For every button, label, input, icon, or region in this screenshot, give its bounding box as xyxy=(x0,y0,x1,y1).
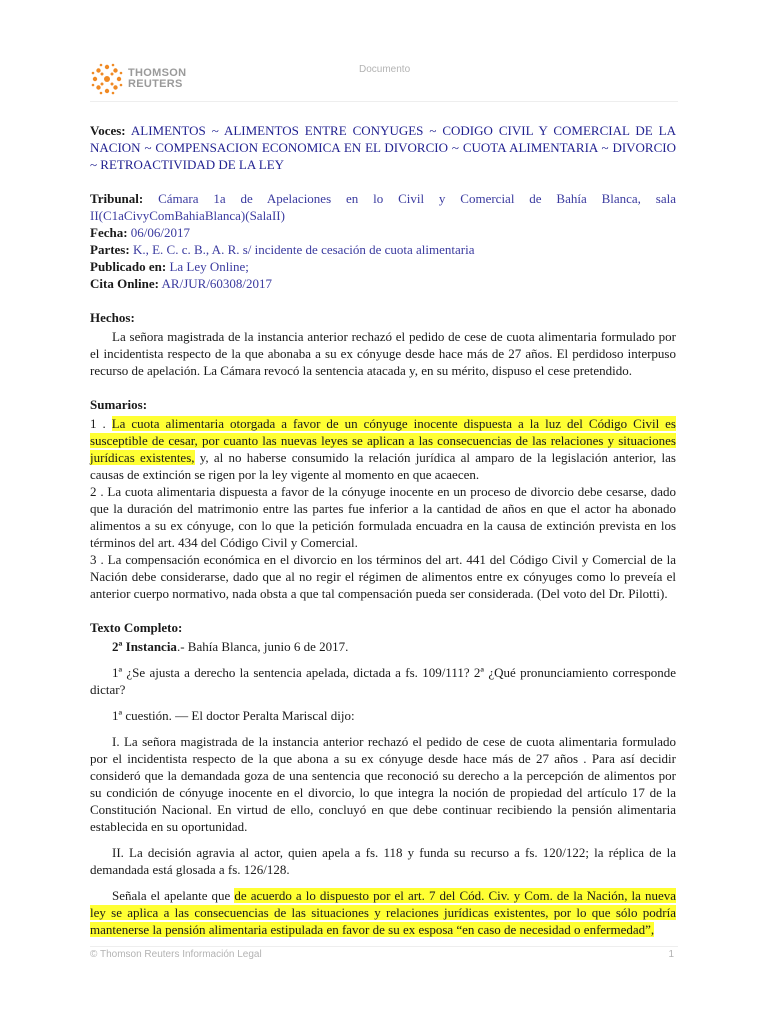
publicado-label: Publicado en: xyxy=(90,259,167,274)
page-header xyxy=(0,0,768,104)
sumario-1-highlight: La cuota alimentaria otorgada a favor de un cónyuge inocente dispuesta a la luz del Código Civil es susceptible de cesar, por cuanto las nuevas leyes se aplican a las consecuencias de las relaciones y situaciones jurídicas existentes, xyxy=(90,416,676,465)
footer-divider xyxy=(90,946,678,947)
logo-line2: REUTERS xyxy=(128,78,183,90)
sumario-1 xyxy=(90,415,676,483)
document-content xyxy=(90,122,676,938)
publicado-line xyxy=(90,258,676,275)
paragraph-i: I. La señora magistrada de la instancia anterior rechazó el pedido de cese de cuota alimentaria formulado por el incidentista respecto de la que abona a su ex cónyuge desde hace más de 27 años . Para así decidir consideró que la demandada goza de una sentencia que reconoció su derecho a la percepción de alimentos por su condición de cónyuge inocente en el divorcio, lo que integra la noción de propiedad del artículo 17 de la Constitución Nacional. En virtud de ello, concluyó en que debe continuar recibiendo la pensión alimentaria establecida en su oportunidad. xyxy=(90,734,676,834)
voces-line xyxy=(90,122,676,173)
cita-line xyxy=(90,275,676,292)
fecha-value: 06/06/2017 xyxy=(130,225,191,240)
apelante-prefix: Señala el apelante que xyxy=(112,888,235,903)
partes-value: K., E. C. c. B., A. R. s/ incidente de cesación de cuota alimentaria xyxy=(132,242,475,257)
publicado-value[interactable]: La Ley Online; xyxy=(169,259,249,274)
logo-text xyxy=(128,68,186,90)
hechos-text: La señora magistrada de la instancia anterior rechazó el pedido de cese de cuota alimentaria formulado por el incidentista respecto de la que abonaba a su ex cónyuge desde hace más de 27 años. El perdidoso interpuso recurso de apelación. La Cámara revocó la sentencia atacada y, en su mérito, dispuso el cese pretendido. xyxy=(90,329,676,378)
questions-paragraph: 1ª ¿Se ajusta a derecho la sentencia apelada, dictada a fs. 109/111? 2ª ¿Qué pronunciamiento corresponde dictar? xyxy=(90,665,676,697)
texto-completo-title: Texto Completo: xyxy=(90,620,183,635)
sumarios-title: Sumarios: xyxy=(90,397,148,412)
sumario-1-rest: y, al no haberse consumido la relación jurídica al amparo de la legislación anterior, las causas de extinción se rigen por la ley vigente al momento en que acaecen. xyxy=(90,450,676,482)
header-divider xyxy=(90,101,678,102)
logo-line1: THOMSON xyxy=(128,67,187,79)
page-number: 1 xyxy=(668,949,674,960)
tribunal-line xyxy=(90,190,676,224)
sumario-1-number: 1 . xyxy=(90,416,112,431)
paragraph-ii: II. La decisión agravia al actor, quien apela a fs. 118 y funda su recurso a fs. 120/122; la réplica de la demandada está glosada a fs. 126/128. xyxy=(90,845,676,877)
tribunal-value[interactable]: Cámara 1a de Apelaciones en lo Civil y Comercial de Bahía Blanca, sala II(C1aCivyComBahiaBlanca)(SalaII) xyxy=(90,191,676,223)
footer-copyright: © Thomson Reuters Información Legal xyxy=(90,949,262,960)
instancia-line xyxy=(90,638,676,655)
cita-label: Cita Online: xyxy=(90,276,159,291)
fecha-label: Fecha: xyxy=(90,225,128,240)
apelante-highlight: de acuerdo a lo dispuesto por el art. 7 del Cód. Civ. y Com. de la Nación, la nueva ley se aplica a las consecuencias de las situaciones y relaciones jurídicas existentes, por lo que sólo podría mantenerse la pensión alimentaria estipulada en favor de su ex esposa “en caso de necesidad o enfermedad”, xyxy=(90,888,677,937)
thomson-reuters-logo xyxy=(90,60,200,100)
instancia-bold: 2ª Instancia xyxy=(112,639,177,654)
paragraph-apelante xyxy=(90,887,676,938)
instancia-rest: .- Bahía Blanca, junio 6 de 2017. xyxy=(176,639,349,654)
header-title: Documento xyxy=(359,64,411,75)
thomson-reuters-logo-icon xyxy=(90,62,124,96)
voces-label: Voces: xyxy=(90,123,126,138)
cuestion-paragraph: 1ª cuestión. — El doctor Peralta Mariscal dijo: xyxy=(112,708,355,723)
fecha-line xyxy=(90,224,676,241)
voces-value[interactable]: ALIMENTOS ~ ALIMENTOS ENTRE CONYUGES ~ CODIGO CIVIL Y COMERCIAL DE LA NACION ~ COMPENSACION ECONOMICA EN EL DIVORCIO ~ CUOTA ALIMENTARIA ~ DIVORCIO ~ RETROACTIVIDAD DE LA LEY xyxy=(90,123,676,172)
tribunal-label: Tribunal: xyxy=(90,191,144,206)
sumario-3: 3 . La compensación económica en el divorcio en los términos del art. 441 del Código Civil y Comercial de la Nación debe considerarse, dado que al no regir el régimen de alimentos entre ex cónyuges como lo preveía el anterior cuerpo normativo, nada obsta a que tal compensación pueda ser considerada. (Del voto del Dr. Pilotti). xyxy=(90,552,676,601)
sumario-2: 2 . La cuota alimentaria dispuesta a favor de la cónyuge inocente en un proceso de divorcio debe cesarse, dado que la duración del matrimonio entre las partes fue inferior a la cantidad de años en que el actor ha abonado alimentos a su ex cónyuge, con lo que la petición formulada encuadra en la causa de extinción prevista en los términos del art. 434 del Código Civil y Comercial. xyxy=(90,484,676,550)
partes-label: Partes: xyxy=(90,242,130,257)
cita-value[interactable]: AR/JUR/60308/2017 xyxy=(161,276,273,291)
partes-line xyxy=(90,241,676,258)
hechos-title: Hechos: xyxy=(90,310,135,325)
